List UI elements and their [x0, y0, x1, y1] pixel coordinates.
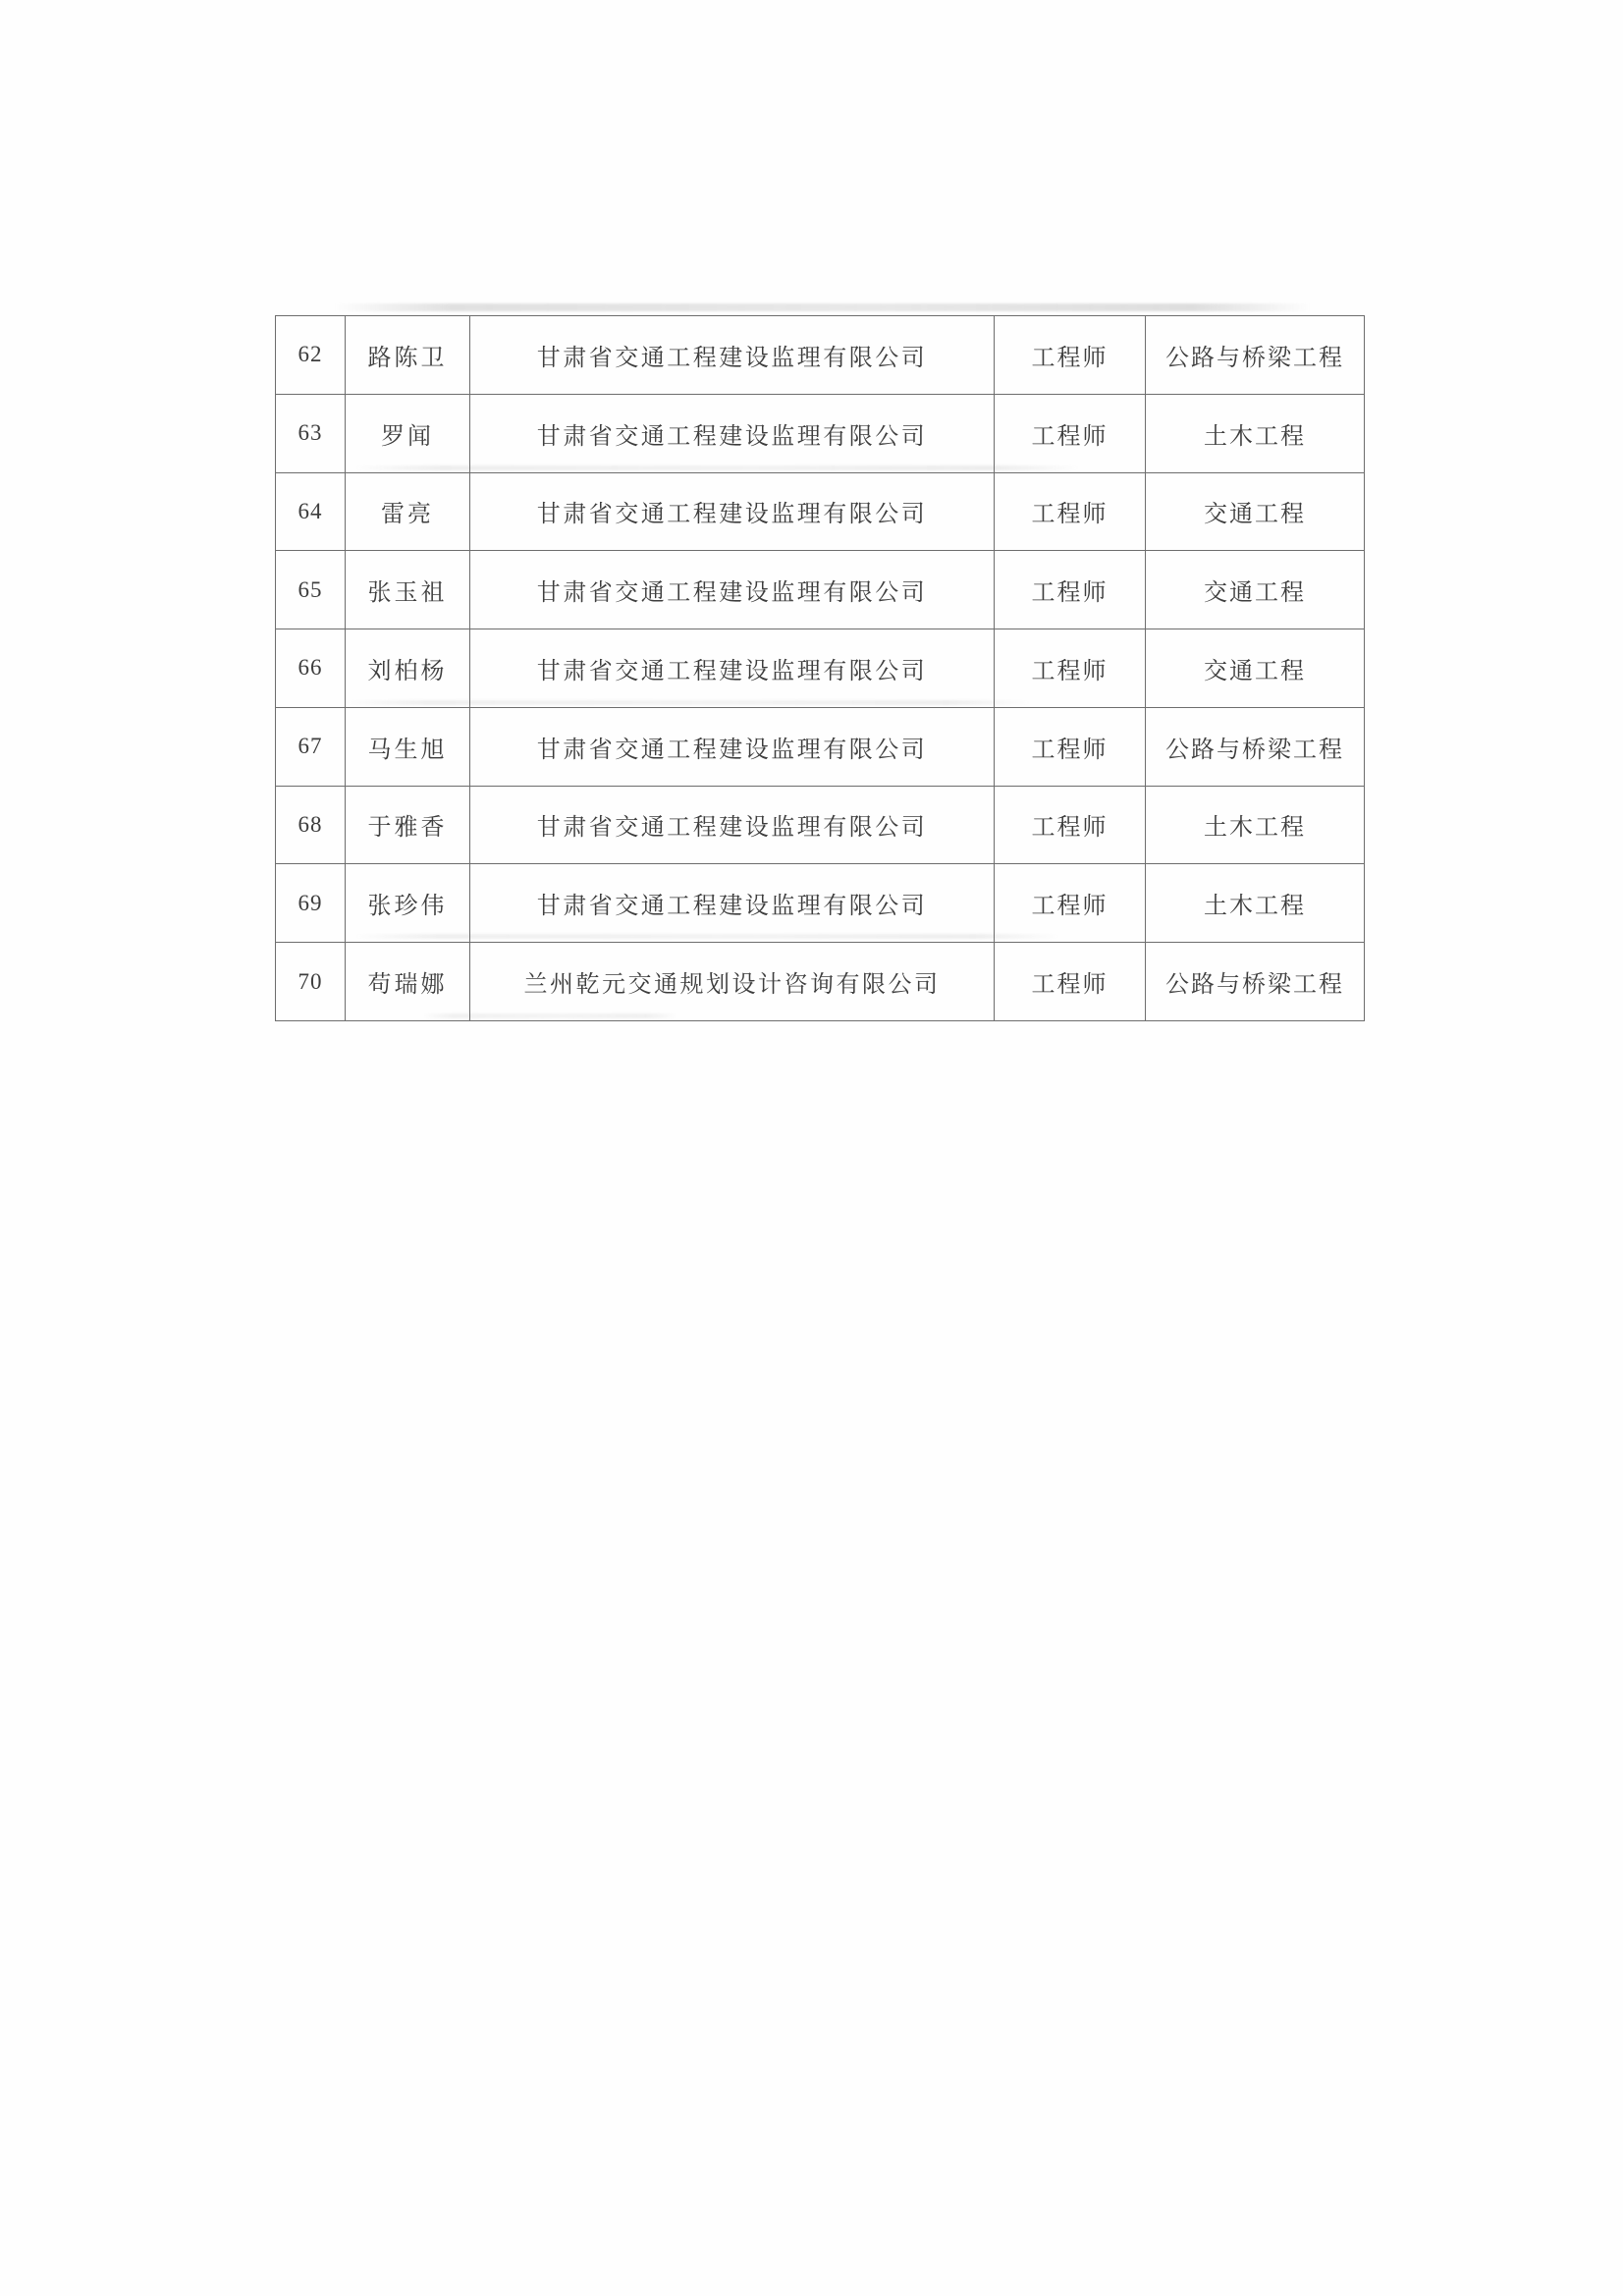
cell-company: 甘肃省交通工程建设监理有限公司 [470, 472, 995, 551]
cell-number: 68 [276, 786, 346, 864]
cell-number: 70 [276, 943, 346, 1021]
cell-name: 马生旭 [346, 707, 470, 786]
table-row [276, 316, 1365, 395]
cell-number: 64 [276, 472, 346, 551]
cell-title: 工程师 [995, 786, 1146, 864]
cell-name: 雷亮 [346, 472, 470, 551]
cell-specialty: 公路与桥梁工程 [1146, 943, 1365, 1021]
table-row [276, 551, 1365, 629]
cell-specialty: 土木工程 [1146, 864, 1365, 943]
table-row [276, 394, 1365, 472]
cell-number: 63 [276, 394, 346, 472]
cell-title: 工程师 [995, 551, 1146, 629]
cell-company: 甘肃省交通工程建设监理有限公司 [470, 707, 995, 786]
table-row [276, 707, 1365, 786]
cell-title: 工程师 [995, 629, 1146, 708]
scan-smudge [334, 303, 1311, 311]
cell-name: 张珍伟 [346, 864, 470, 943]
cell-title: 工程师 [995, 943, 1146, 1021]
cell-title: 工程师 [995, 864, 1146, 943]
cell-company: 甘肃省交通工程建设监理有限公司 [470, 629, 995, 708]
cell-name: 路陈卫 [346, 316, 470, 395]
cell-specialty: 交通工程 [1146, 472, 1365, 551]
table-row [276, 786, 1365, 864]
cell-number: 67 [276, 707, 346, 786]
cell-number: 65 [276, 551, 346, 629]
cell-name: 罗闻 [346, 394, 470, 472]
cell-title: 工程师 [995, 707, 1146, 786]
cell-specialty: 公路与桥梁工程 [1146, 316, 1365, 395]
cell-name: 苟瑞娜 [346, 943, 470, 1021]
cell-company: 甘肃省交通工程建设监理有限公司 [470, 316, 995, 395]
engineer-roster-table [275, 315, 1365, 1021]
cell-company: 甘肃省交通工程建设监理有限公司 [470, 394, 995, 472]
cell-company: 甘肃省交通工程建设监理有限公司 [470, 551, 995, 629]
cell-title: 工程师 [995, 316, 1146, 395]
cell-specialty: 交通工程 [1146, 551, 1365, 629]
table-row [276, 943, 1365, 1021]
cell-specialty: 公路与桥梁工程 [1146, 707, 1365, 786]
cell-number: 69 [276, 864, 346, 943]
cell-specialty: 土木工程 [1146, 394, 1365, 472]
cell-number: 62 [276, 316, 346, 395]
cell-specialty: 交通工程 [1146, 629, 1365, 708]
cell-name: 张玉祖 [346, 551, 470, 629]
cell-title: 工程师 [995, 394, 1146, 472]
cell-name: 于雅香 [346, 786, 470, 864]
cell-specialty: 土木工程 [1146, 786, 1365, 864]
cell-name: 刘柏杨 [346, 629, 470, 708]
cell-company: 甘肃省交通工程建设监理有限公司 [470, 786, 995, 864]
table-row [276, 864, 1365, 943]
cell-title: 工程师 [995, 472, 1146, 551]
cell-company: 兰州乾元交通规划设计咨询有限公司 [470, 943, 995, 1021]
table-body [276, 316, 1365, 1021]
table-row [276, 472, 1365, 551]
table-row [276, 629, 1365, 708]
cell-number: 66 [276, 629, 346, 708]
cell-company: 甘肃省交通工程建设监理有限公司 [470, 864, 995, 943]
